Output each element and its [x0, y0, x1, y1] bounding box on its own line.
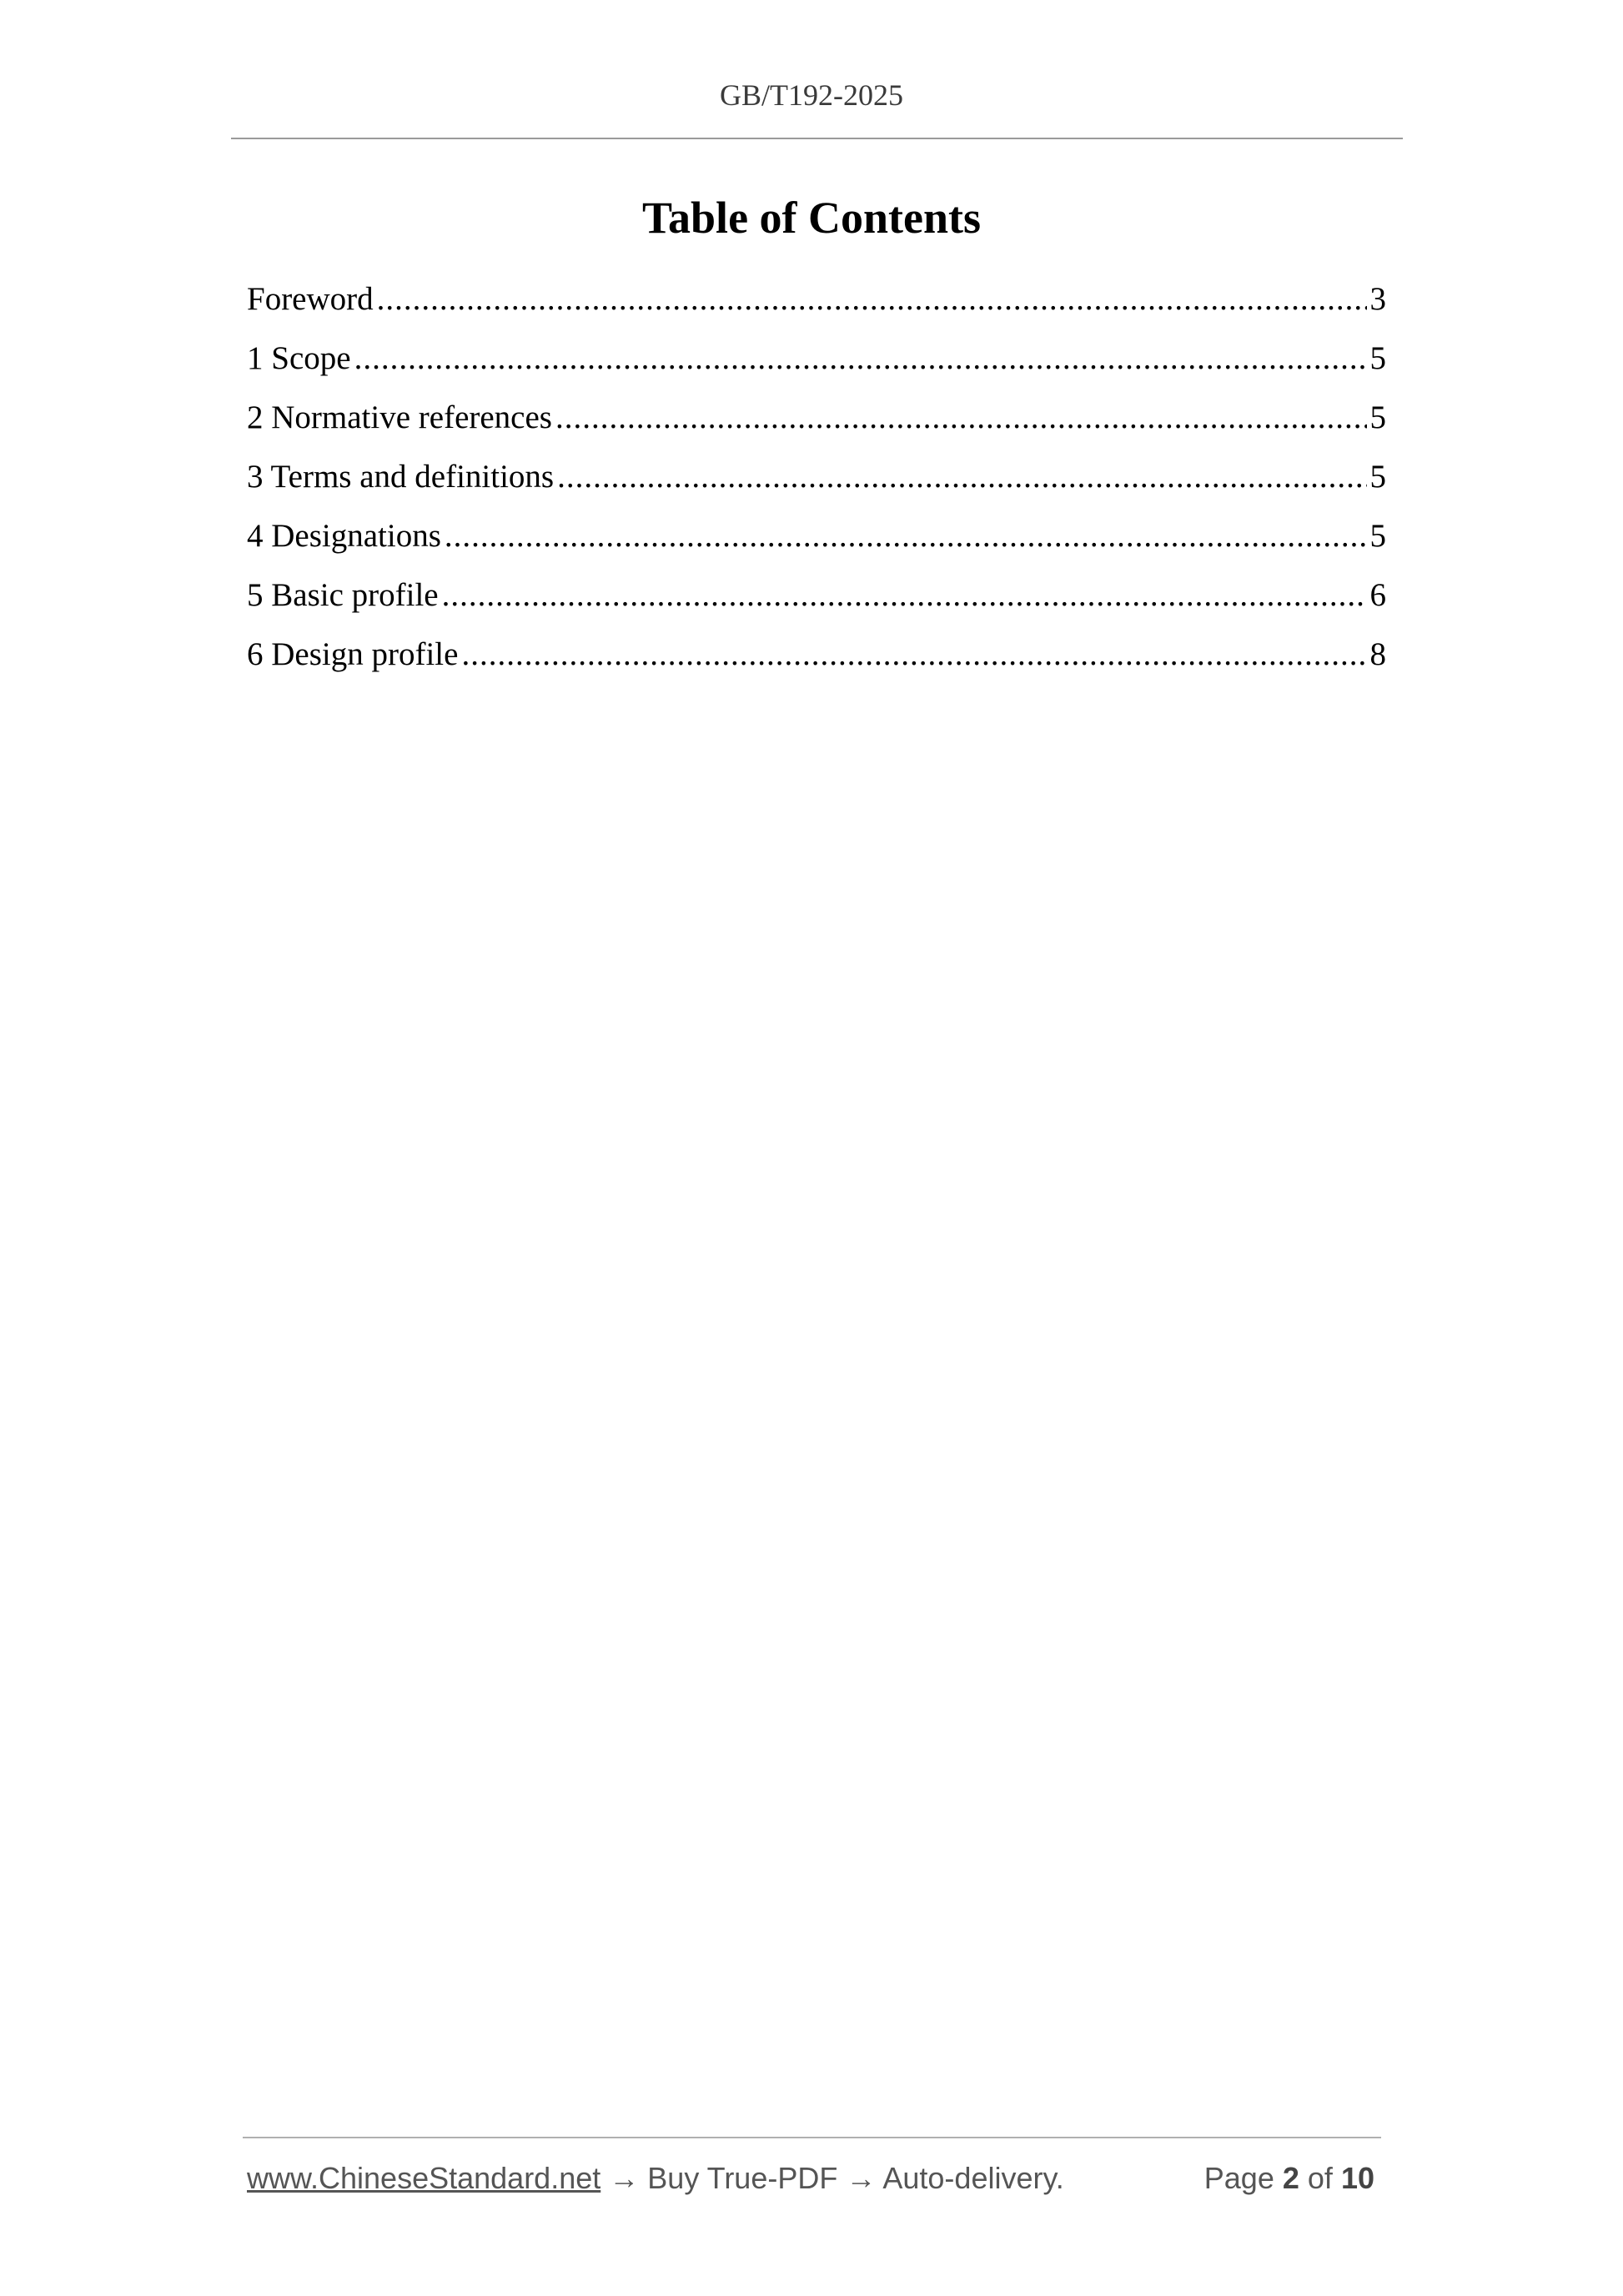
header-divider [231, 138, 1403, 139]
toc-entry-terms-and-definitions[interactable] [247, 455, 1386, 514]
website-link[interactable]: www.ChineseStandard.net [247, 2161, 601, 2195]
toc-entry-page: 8 [1369, 636, 1386, 672]
toc-entry-foreword[interactable] [247, 277, 1386, 336]
toc-entry-designations[interactable] [247, 514, 1386, 573]
toc-dot-leader [557, 455, 1366, 500]
page-word: Page [1203, 2161, 1274, 2195]
arrow-right-icon: → [609, 2161, 640, 2195]
total-page-count: 10 [1340, 2161, 1374, 2195]
toc-entry-label: 5 Basic profile [247, 577, 439, 613]
toc-dot-leader [555, 395, 1367, 440]
page-header-standard-code: GB/T192-2025 [720, 78, 903, 112]
toc-entry-label: 2 Normative references [247, 399, 552, 435]
toc-dot-leader [461, 632, 1366, 677]
toc-entry-page: 6 [1369, 577, 1386, 613]
toc-list [247, 277, 1386, 691]
toc-entry-basic-profile[interactable] [247, 573, 1386, 632]
page-footer [247, 2158, 1381, 2199]
toc-dot-leader [354, 336, 1367, 381]
toc-entry-page: 5 [1369, 340, 1386, 376]
toc-entry-page: 5 [1369, 518, 1386, 554]
toc-entry-scope[interactable] [247, 336, 1386, 395]
toc-dot-leader [442, 573, 1367, 618]
footer-promo [247, 2158, 1064, 2199]
toc-entry-page: 5 [1369, 459, 1386, 495]
toc-dot-leader [445, 514, 1367, 559]
toc-entry-label: 3 Terms and definitions [247, 459, 555, 495]
current-page-number: 2 [1282, 2161, 1299, 2195]
toc-title: Table of Contents [641, 193, 982, 243]
toc-entry-design-profile[interactable] [247, 632, 1386, 691]
toc-entry-page: 3 [1369, 281, 1386, 317]
toc-dot-leader [377, 277, 1367, 322]
buy-true-pdf-text: Buy True-PDF [647, 2161, 838, 2195]
toc-entry-label: Foreword [247, 281, 374, 317]
toc-entry-page: 5 [1369, 399, 1386, 435]
arrow-right-icon: → [846, 2161, 877, 2195]
toc-entry-label: 4 Designations [247, 518, 441, 554]
toc-entry-label: 6 Design profile [247, 636, 459, 672]
toc-entry-normative-references[interactable] [247, 395, 1386, 455]
of-word: of [1307, 2161, 1333, 2195]
auto-delivery-text: Auto-delivery. [882, 2161, 1064, 2195]
toc-entry-label: 1 Scope [247, 340, 351, 376]
footer-divider [243, 2137, 1381, 2138]
page-number-indicator [1204, 2158, 1374, 2199]
